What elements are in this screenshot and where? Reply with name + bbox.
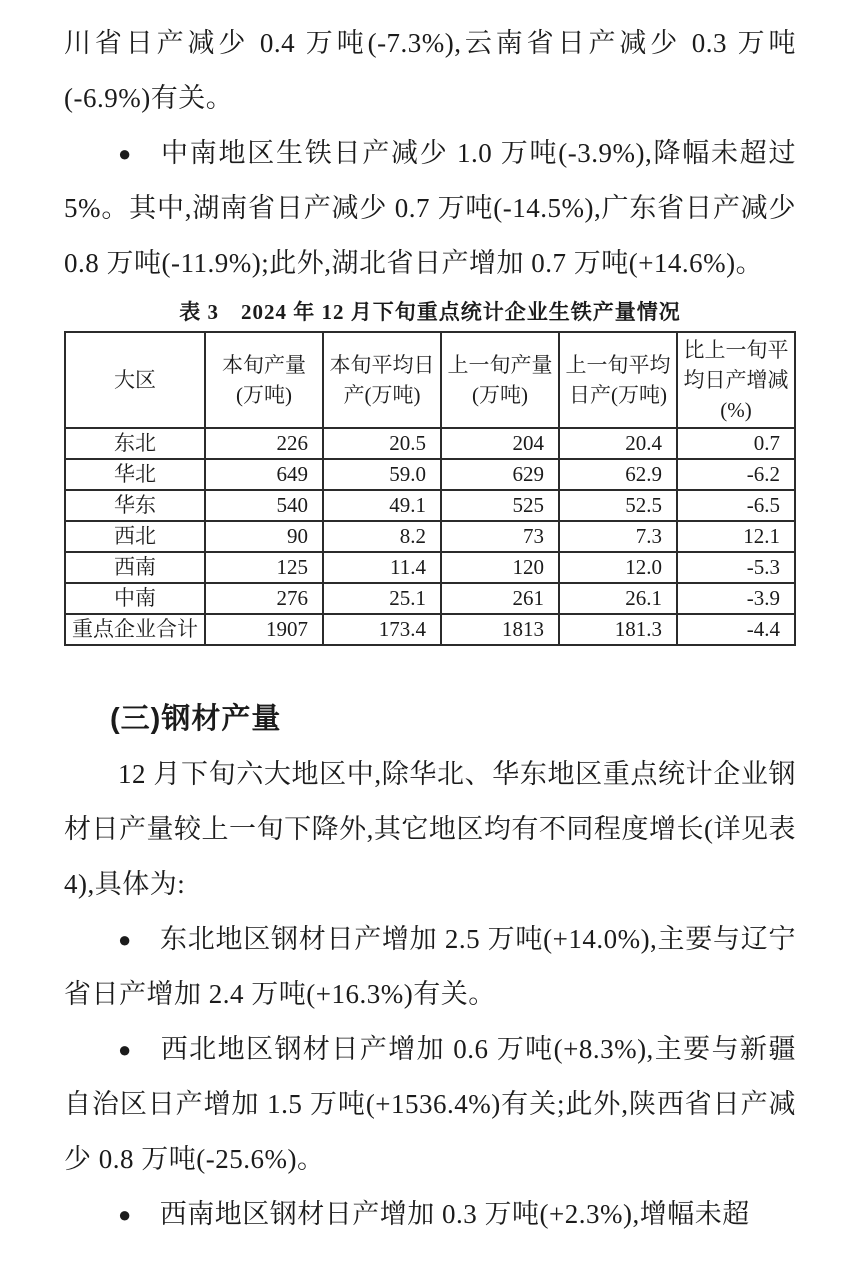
value-cell: 73 bbox=[441, 521, 559, 552]
value-cell: -5.3 bbox=[677, 552, 795, 583]
bullet-xinan-text: 西南地区钢材日产增加 0.3 万吨(+2.3%),增幅未超 bbox=[159, 1199, 750, 1229]
table-row bbox=[65, 583, 795, 614]
value-cell: 49.1 bbox=[323, 490, 441, 521]
table3-column-header: 比上一旬平均日产增减(%) bbox=[677, 332, 795, 428]
bullet-icon: ● bbox=[118, 141, 134, 166]
value-cell: 125 bbox=[205, 552, 323, 583]
table3-pig-iron-output bbox=[64, 331, 796, 646]
value-cell: 20.5 bbox=[323, 428, 441, 459]
table-row bbox=[65, 428, 795, 459]
bullet-item-xibei bbox=[64, 1022, 796, 1187]
value-cell: 1813 bbox=[441, 614, 559, 645]
table3-column-header: 本旬产量(万吨) bbox=[205, 332, 323, 428]
value-cell: 540 bbox=[205, 490, 323, 521]
value-cell: 261 bbox=[441, 583, 559, 614]
value-cell: 204 bbox=[441, 428, 559, 459]
table-row bbox=[65, 490, 795, 521]
value-cell: 8.2 bbox=[323, 521, 441, 552]
region-cell: 西北 bbox=[65, 521, 205, 552]
table-row bbox=[65, 521, 795, 552]
section-heading-steel-output: (三)钢材产量 bbox=[110, 703, 282, 735]
table3-body bbox=[65, 428, 795, 645]
value-cell: -3.9 bbox=[677, 583, 795, 614]
value-cell: 276 bbox=[205, 583, 323, 614]
value-cell: 52.5 bbox=[559, 490, 677, 521]
value-cell: 11.4 bbox=[323, 552, 441, 583]
bullet-icon: ● bbox=[118, 927, 133, 952]
value-cell: 7.3 bbox=[559, 521, 677, 552]
table3-column-header: 本旬平均日产(万吨) bbox=[323, 332, 441, 428]
region-cell: 中南 bbox=[65, 583, 205, 614]
region-cell: 华东 bbox=[65, 490, 205, 521]
value-cell: 26.1 bbox=[559, 583, 677, 614]
region-cell: 重点企业合计 bbox=[65, 614, 205, 645]
bullet-icon: ● bbox=[118, 1037, 133, 1062]
value-cell: -6.2 bbox=[677, 459, 795, 490]
value-cell: -4.4 bbox=[677, 614, 795, 645]
bullet-icon: ● bbox=[118, 1202, 132, 1227]
value-cell: 525 bbox=[441, 490, 559, 521]
value-cell: 181.3 bbox=[559, 614, 677, 645]
value-cell: 226 bbox=[205, 428, 323, 459]
value-cell: 173.4 bbox=[323, 614, 441, 645]
paragraph-sichuan-yunnan: 川省日产减少 0.4 万吨(-7.3%),云南省日产减少 0.3 万吨(-6.9%)有关。 bbox=[64, 28, 796, 113]
region-cell: 西南 bbox=[65, 552, 205, 583]
value-cell: 62.9 bbox=[559, 459, 677, 490]
value-cell: 90 bbox=[205, 521, 323, 552]
value-cell: 120 bbox=[441, 552, 559, 583]
region-cell: 东北 bbox=[65, 428, 205, 459]
paragraph-steel-overview: 12 月下旬六大地区中,除华北、华东地区重点统计企业钢材日产量较上一旬下降外,其它地区均有不同程度增长(详见表 4),具体为: bbox=[64, 759, 796, 899]
bullet-item-xinan bbox=[64, 1187, 796, 1242]
table-row bbox=[65, 459, 795, 490]
value-cell: 12.0 bbox=[559, 552, 677, 583]
value-cell: 12.1 bbox=[677, 521, 795, 552]
bullet-item-dongbei bbox=[64, 912, 796, 1022]
value-cell: 1907 bbox=[205, 614, 323, 645]
value-cell: 649 bbox=[205, 459, 323, 490]
table-row bbox=[65, 552, 795, 583]
value-cell: 25.1 bbox=[323, 583, 441, 614]
table3-column-header: 上一旬产量(万吨) bbox=[441, 332, 559, 428]
value-cell: 629 bbox=[441, 459, 559, 490]
region-cell: 华北 bbox=[65, 459, 205, 490]
value-cell: 20.4 bbox=[559, 428, 677, 459]
bullet-xibei-text: 西北地区钢材日产增加 0.6 万吨(+8.3%),主要与新疆自治区日产增加 1.5 万吨(+1536.4%)有关;此外,陕西省日产减少 0.8 万吨(-25.6%)。 bbox=[64, 1034, 796, 1174]
bullet-dongbei-text: 东北地区钢材日产增加 2.5 万吨(+14.0%),主要与辽宁省日产增加 2.4 万吨(+16.3%)有关。 bbox=[64, 924, 796, 1009]
table3-column-header: 大区 bbox=[65, 332, 205, 428]
table-row bbox=[65, 614, 795, 645]
value-cell: -6.5 bbox=[677, 490, 795, 521]
table3-column-header: 上一旬平均日产(万吨) bbox=[559, 332, 677, 428]
value-cell: 59.0 bbox=[323, 459, 441, 490]
value-cell: 0.7 bbox=[677, 428, 795, 459]
table3-header-row bbox=[65, 332, 795, 428]
table3-title: 表 3 2024 年 12 月下旬重点统计企业生铁产量情况 bbox=[179, 300, 681, 324]
bullet-zhongnan-text: 中南地区生铁日产减少 1.0 万吨(-3.9%),降幅未超过 5%。其中,湖南省日产减少 0.7 万吨(-14.5%),广东省日产减少 0.8 万吨(-11.9%);此外,湖北省日产增加 0.7 万吨(+14.6%)。 bbox=[64, 138, 796, 278]
bullet-item-zhongnan bbox=[64, 126, 796, 291]
